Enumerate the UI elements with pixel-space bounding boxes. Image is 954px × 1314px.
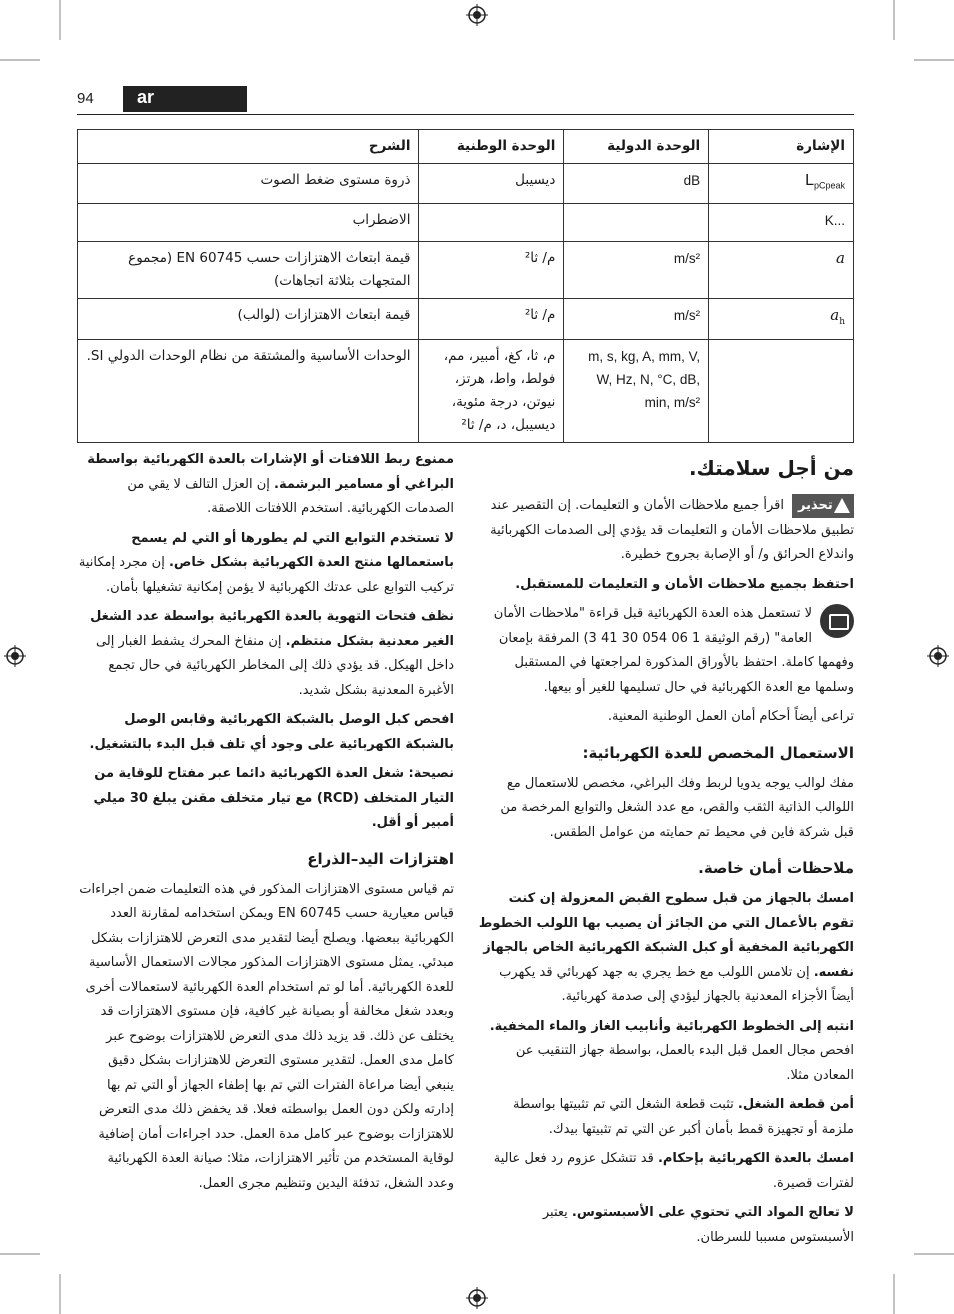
description-cell: قيمة ابتعاث الاهتزازات حسب EN 60745 (مجموع المتجهات بثلاثة اتجاهات) [78,241,419,298]
symbol-cell [709,339,854,442]
national-unit-cell: م، ثا، كغ، أمبير، مم، فولط، واط، هرتز، نيوتن، درجة مئوية، ديسيبل، د، م/ ثا² [419,339,564,442]
symbol-cell: $a_h$ [709,298,854,339]
vibration-text: تم قياس مستوى الاهتزازات المذكور في هذه التعليمات ضمن اجراءات قياس معيارية حسب EN 60745 ويمكن استخدامه لمقارنة العدد الكهربائية ببعضها. ويصلح أيضا لتقدير مدى التعرض للاهتزازات بشكل مبدئي. يمثل مستوى الاهتزازات المذكور مجالات الاستعمال الأساسية للعدة الكهربائية. أما لو تم استخدام العدة الكهربائية لاستعمالات أخرى وبعدد شغل مخالفة أو بصيانة غير كافية، فإن مستوى الاهتزازات قد يختلف عن ذلك. قد يزيد ذلك مدى التعرض للاهتزازات بوضوح عبر كامل مدى العمل. لتقدير مستوى التعرض للاهتزازات بشكل دقيق ينبغي أيضا مراعاة الفترات التي تم بها إطفاء الجهاز أو التي تم بها إدارته ولكن دون العمل بواسطته فعلا. قد يخفض ذلك مدى التعرض للاهتزازات بوضوح عبر كامل مدة العمل. حدد اجراءات أمان إضافية لوقاية المستخدم من تأثير الاهتزازات، مثلا: صيانة العدة الكهربائية وعدد الشغل، تدفئة اليدين وتنظيم مجرى العمل. [79,881,454,1191]
table-row [78,241,854,298]
national-unit-cell: ديسيبل [419,164,564,204]
special-safety-heading: ملاحظات أمان خاصة. [698,859,854,877]
special-note-1: امسك بالجهاز من قبل سطوح القبض المعزولة إن كنت تقوم بالأعمال التي من الجائز أن يصيب بها اللولب الخطوط الكهربائية المخفية أو كبل الشبكة الكهربائية الخاص بالجهاز نفسه. إن تلامس اللولب مع خط يجري به جهد كهربائي قد يكهرب أيضاً الأجزاء المعدنية بالجهاز ليؤدي إلى صدمة كهربائية. [478,891,854,1004]
symbols-table [77,129,854,443]
intl-unit-cell: m, s, kg, A, mm, V, W, Hz, N, °C, dB, min, m/s² [564,339,709,442]
note-ventilation: نظف فتحات التهوية بالعدة الكهربائية بواسطة عدد الشغل الغير معدنية بشكل منتظم. إن منفاخ المحرك يشفط الغبار إلى داخل الهيكل. قد يؤدي ذلك إلى المخاطر الكهربائية في حال تجمع الأغبرة المعدنية بشكل شديد. [90,609,454,698]
table-header-cell: الشرح [78,130,419,164]
registration-mark-right-icon [927,645,949,667]
safety-title: من أجل سلامتك. [688,456,854,480]
intl-unit-cell: m/s² [564,241,709,298]
description-cell: الاضطراب [78,203,419,241]
warning-text: اقرأ جميع ملاحظات الأمان و التعليمات. إن التقصير عند تطبيق ملاحظات الأمان و التعليمات قد يؤدي إلى الصدمات الكهربائية واندلاع الحرائق و/ أو الإصابة بجروح خطيرة. [490,498,854,562]
page-number: 94 [77,90,94,107]
read-instructions-text: لا تستعمل هذه العدة الكهربائية قبل قراءة "ملاحظات الأمان العامة" (رقم الوثيقة 1 06 054 30 41 3) المرفقة بإمعان وفهمها كاملة. احتفظ بالأوراق المذكورة لمراجعتها في المستقبل وسلمها مع العدة الكهربائية في حال تسليمها للغير أو بيعها. [493,606,854,695]
read-instructions-paragraph [478,602,854,700]
table-header-cell: الإشارة [709,130,854,164]
special-note-2: انتبه إلى الخطوط الكهربائية وأنابيب الغاز والماء المخفية. افحص مجال العمل قبل البدء بالعمل، بواسطة جهاز التنقيب عن المعادن مثلا. [489,1018,854,1083]
note-cable-check: افحص كبل الوصل بالشبكة الكهربائية وقابس الوصل بالشبكة الكهربائية على وجود أي تلف قبل البدء بالتشغيل. [89,712,454,752]
description-cell: قيمة ابتعاث الاهتزازات (لوالب) [78,298,419,339]
warning-badge [792,494,854,518]
special-note-5: لا تعالج المواد التي تحتوي على الأسبستوس. يعتبر الأسبستوس مسببا للسرطان. [542,1205,854,1245]
national-unit-cell: م/ ثا² [419,241,564,298]
table-header-cell: الوحدة الدولية [564,130,709,164]
table-row [78,339,854,442]
special-note-4: امسك بالعدة الكهربائية بإحكام. قد تتشكل عزوم رد فعل عالية لفترات قصيرة. [493,1151,854,1191]
national-unit-cell: م/ ثا² [419,298,564,339]
read-manual-icon [820,604,854,638]
national-unit-cell [419,203,564,241]
left-column [78,448,454,1201]
table-row [78,203,854,241]
table-row [78,298,854,339]
symbol-cell: $L_{pCpeak}$ [709,164,854,204]
note-signs: ممنوع ربط اللافتات أو الإشارات بالعدة الكهربائية بواسطة البراغي أو مسامير البرشمة. إن العزل التالف لا يقي من الصدمات الكهربائية. استخدم اللافتات اللاصقة. [87,452,454,516]
symbol-cell: K... [709,203,854,241]
intended-use-heading: الاستعمال المخصص للعدة الكهربائية: [582,743,854,762]
registration-mark-top-icon [466,4,488,26]
vibration-heading: اهتزازات اليد–الذراع [307,849,454,868]
table-header-row [78,130,854,164]
note-rcd: نصيحة: شغل العدة الكهربائية دائما عبر مفتاح للوقاية من التيار المتخلف (RCD) مع تيار متخلف مقنن يبلغ 30 ميلي أمبير أو أقل. [93,766,454,830]
symbol-cell: a [709,241,854,298]
page-header [77,86,854,115]
language-code: ar [137,87,155,107]
intl-unit-cell: m/s² [564,298,709,339]
table-row [78,164,854,204]
description-cell: الوحدات الأساسية والمشتقة من نظام الوحدات الدولي SI. [78,339,419,442]
keep-instructions-heading: احتفظ بجميع ملاحظات الأمان و التعليمات للمستقبل. [515,576,854,592]
national-rules-text: تراعى أيضاً أحكام أمان العمل الوطنية المعنية. [607,709,854,724]
special-note-3: أمن قطعة الشغل. تثبت قطعة الشغل التي تم تثبيتها بواسطة ملزمة أو تجهيزة قمط بأمان أكبر عن التي تم تثبيتها بيدك. [512,1097,854,1137]
description-cell: ذروة مستوى ضغط الصوت [78,164,419,204]
warning-triangle-icon [834,498,850,513]
warning-paragraph [478,494,854,568]
registration-mark-bottom-icon [466,1287,488,1309]
table-header-cell: الوحدة الوطنية [419,130,564,164]
intl-unit-cell [564,203,709,241]
note-accessories: لا تستخدم التوابع التي لم يطورها أو التي لم يسمح باستعمالها منتج العدة الكهربائية بشكل خاص. إن مجرد إمكانية تركيب التوابع على عدتك الكهربائية لا يؤمن إمكانية تشغيلها بأمان. [78,530,454,595]
registration-mark-left-icon [4,645,26,667]
intended-use-text: مفك لوالب يوجه يدويا لربط وفك البراغي، مخصص للاستعمال مع اللوالب الذاتية الثقب والقص، مع عدد الشغل والتوابع المرخصة من قبل شركة فاين في محيط تم حمايته من عوامل الطقس. [500,775,854,840]
intl-unit-cell: dB [564,164,709,204]
language-tab [123,86,247,112]
right-column [478,448,854,1255]
warning-label: تحذير [798,498,833,513]
